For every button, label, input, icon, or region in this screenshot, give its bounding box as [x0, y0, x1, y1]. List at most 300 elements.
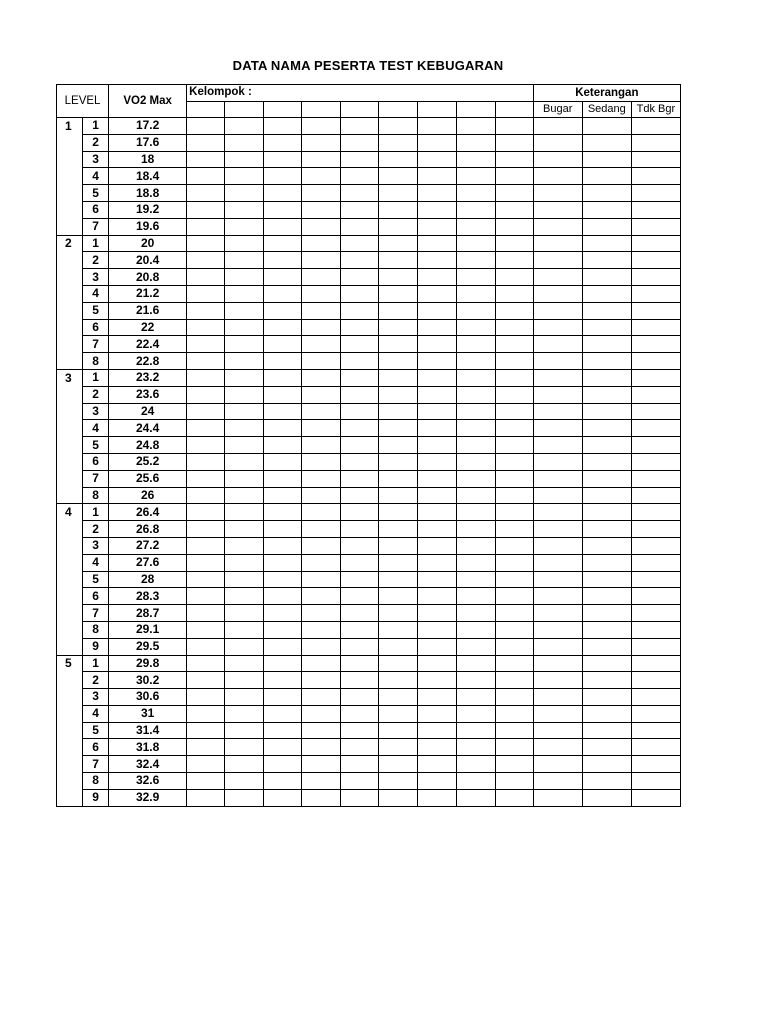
participant-cell[interactable]: [418, 638, 456, 655]
participant-cell[interactable]: [341, 252, 379, 269]
tdk-bgr-cell[interactable]: [631, 487, 680, 504]
sedang-cell[interactable]: [582, 319, 631, 336]
participant-cell[interactable]: [225, 134, 264, 151]
participant-cell[interactable]: [495, 134, 533, 151]
participant-cell[interactable]: [379, 336, 418, 353]
participant-cell[interactable]: [302, 689, 341, 706]
bugar-cell[interactable]: [533, 470, 582, 487]
bugar-cell[interactable]: [533, 672, 582, 689]
participant-cell[interactable]: [456, 537, 495, 554]
bugar-cell[interactable]: [533, 235, 582, 252]
participant-cell[interactable]: [264, 705, 302, 722]
participant-cell[interactable]: [418, 487, 456, 504]
participant-cell[interactable]: [264, 773, 302, 790]
participant-cell[interactable]: [264, 168, 302, 185]
participant-cell[interactable]: [187, 285, 225, 302]
participant-cell[interactable]: [379, 554, 418, 571]
tdk-bgr-cell[interactable]: [631, 386, 680, 403]
participant-cell[interactable]: [456, 672, 495, 689]
bugar-cell[interactable]: [533, 353, 582, 370]
participant-cell[interactable]: [341, 487, 379, 504]
participant-cell[interactable]: [187, 521, 225, 538]
participant-cell[interactable]: [225, 168, 264, 185]
participant-cell[interactable]: [456, 554, 495, 571]
participant-cell[interactable]: [302, 336, 341, 353]
participant-cell[interactable]: [225, 185, 264, 202]
participant-cell[interactable]: [341, 470, 379, 487]
sedang-cell[interactable]: [582, 722, 631, 739]
participant-cell[interactable]: [379, 537, 418, 554]
bugar-cell[interactable]: [533, 705, 582, 722]
participant-cell[interactable]: [187, 269, 225, 286]
participant-cell[interactable]: [418, 218, 456, 235]
participant-cell[interactable]: [418, 252, 456, 269]
participant-cell[interactable]: [264, 655, 302, 672]
participant-cell[interactable]: [495, 739, 533, 756]
participant-cell[interactable]: [379, 285, 418, 302]
participant-cell[interactable]: [225, 487, 264, 504]
participant-cell[interactable]: [341, 722, 379, 739]
participant-cell[interactable]: [418, 185, 456, 202]
participant-cell[interactable]: [187, 487, 225, 504]
sedang-cell[interactable]: [582, 655, 631, 672]
participant-cell[interactable]: [495, 201, 533, 218]
participant-cell[interactable]: [187, 470, 225, 487]
participant-cell[interactable]: [418, 353, 456, 370]
participant-cell[interactable]: [456, 285, 495, 302]
participant-cell[interactable]: [302, 353, 341, 370]
participant-cell[interactable]: [341, 705, 379, 722]
participant-cell[interactable]: [302, 487, 341, 504]
participant-cell[interactable]: [456, 605, 495, 622]
participant-cell[interactable]: [495, 773, 533, 790]
participant-cell[interactable]: [379, 605, 418, 622]
participant-cell[interactable]: [187, 437, 225, 454]
participant-cell[interactable]: [456, 655, 495, 672]
sedang-cell[interactable]: [582, 537, 631, 554]
participant-cell[interactable]: [187, 302, 225, 319]
tdk-bgr-cell[interactable]: [631, 185, 680, 202]
tdk-bgr-cell[interactable]: [631, 588, 680, 605]
participant-cell[interactable]: [418, 386, 456, 403]
participant-cell[interactable]: [341, 285, 379, 302]
participant-cell[interactable]: [187, 571, 225, 588]
participant-cell[interactable]: [341, 504, 379, 521]
participant-cell[interactable]: [264, 252, 302, 269]
participant-cell[interactable]: [302, 638, 341, 655]
participant-cell[interactable]: [418, 722, 456, 739]
participant-cell[interactable]: [379, 722, 418, 739]
participant-cell[interactable]: [187, 621, 225, 638]
participant-cell[interactable]: [495, 722, 533, 739]
participant-cell[interactable]: [379, 218, 418, 235]
bugar-cell[interactable]: [533, 504, 582, 521]
participant-cell[interactable]: [225, 789, 264, 806]
participant-cell[interactable]: [495, 420, 533, 437]
participant-cell[interactable]: [418, 504, 456, 521]
participant-cell[interactable]: [225, 369, 264, 386]
participant-cell[interactable]: [341, 302, 379, 319]
participant-cell[interactable]: [302, 420, 341, 437]
participant-cell[interactable]: [264, 336, 302, 353]
bugar-cell[interactable]: [533, 134, 582, 151]
participant-cell[interactable]: [225, 453, 264, 470]
sedang-cell[interactable]: [582, 386, 631, 403]
participant-cell[interactable]: [225, 386, 264, 403]
participant-cell[interactable]: [302, 403, 341, 420]
participant-cell[interactable]: [264, 269, 302, 286]
participant-cell[interactable]: [495, 118, 533, 135]
sedang-cell[interactable]: [582, 571, 631, 588]
tdk-bgr-cell[interactable]: [631, 118, 680, 135]
bugar-cell[interactable]: [533, 201, 582, 218]
participant-cell[interactable]: [379, 739, 418, 756]
participant-cell[interactable]: [225, 470, 264, 487]
tdk-bgr-cell[interactable]: [631, 252, 680, 269]
participant-cell[interactable]: [495, 689, 533, 706]
participant-cell[interactable]: [418, 420, 456, 437]
participant-cell[interactable]: [225, 638, 264, 655]
participant-cell[interactable]: [495, 302, 533, 319]
participant-cell[interactable]: [379, 655, 418, 672]
bugar-cell[interactable]: [533, 588, 582, 605]
participant-cell[interactable]: [264, 235, 302, 252]
participant-cell[interactable]: [379, 773, 418, 790]
bugar-cell[interactable]: [533, 118, 582, 135]
participant-cell[interactable]: [341, 689, 379, 706]
participant-cell[interactable]: [187, 554, 225, 571]
sedang-cell[interactable]: [582, 168, 631, 185]
participant-cell[interactable]: [418, 403, 456, 420]
participant-cell[interactable]: [302, 537, 341, 554]
participant-cell[interactable]: [264, 605, 302, 622]
participant-cell[interactable]: [418, 269, 456, 286]
participant-cell[interactable]: [187, 605, 225, 622]
participant-cell[interactable]: [495, 588, 533, 605]
participant-cell[interactable]: [379, 521, 418, 538]
participant-cell[interactable]: [264, 353, 302, 370]
participant-cell[interactable]: [379, 252, 418, 269]
sedang-cell[interactable]: [582, 672, 631, 689]
participant-cell[interactable]: [495, 403, 533, 420]
participant-cell[interactable]: [341, 269, 379, 286]
sedang-cell[interactable]: [582, 638, 631, 655]
participant-cell[interactable]: [225, 722, 264, 739]
participant-cell[interactable]: [456, 118, 495, 135]
participant-cell[interactable]: [418, 756, 456, 773]
participant-cell[interactable]: [495, 453, 533, 470]
bugar-cell[interactable]: [533, 269, 582, 286]
participant-cell[interactable]: [225, 302, 264, 319]
participant-cell[interactable]: [495, 151, 533, 168]
participant-cell[interactable]: [456, 571, 495, 588]
participant-cell[interactable]: [379, 151, 418, 168]
participant-cell[interactable]: [302, 134, 341, 151]
bugar-cell[interactable]: [533, 621, 582, 638]
participant-cell[interactable]: [225, 336, 264, 353]
participant-cell[interactable]: [456, 638, 495, 655]
participant-cell[interactable]: [418, 134, 456, 151]
participant-cell[interactable]: [264, 151, 302, 168]
participant-cell[interactable]: [341, 521, 379, 538]
participant-cell[interactable]: [187, 537, 225, 554]
participant-cell[interactable]: [418, 773, 456, 790]
participant-cell[interactable]: [187, 151, 225, 168]
bugar-cell[interactable]: [533, 218, 582, 235]
participant-cell[interactable]: [495, 504, 533, 521]
sedang-cell[interactable]: [582, 134, 631, 151]
participant-cell[interactable]: [418, 168, 456, 185]
bugar-cell[interactable]: [533, 487, 582, 504]
participant-cell[interactable]: [264, 672, 302, 689]
participant-cell[interactable]: [495, 319, 533, 336]
sedang-cell[interactable]: [582, 403, 631, 420]
tdk-bgr-cell[interactable]: [631, 437, 680, 454]
tdk-bgr-cell[interactable]: [631, 218, 680, 235]
participant-cell[interactable]: [187, 369, 225, 386]
tdk-bgr-cell[interactable]: [631, 302, 680, 319]
bugar-cell[interactable]: [533, 655, 582, 672]
participant-cell[interactable]: [456, 773, 495, 790]
participant-cell[interactable]: [187, 739, 225, 756]
tdk-bgr-cell[interactable]: [631, 285, 680, 302]
participant-cell[interactable]: [495, 470, 533, 487]
participant-cell[interactable]: [495, 655, 533, 672]
participant-cell[interactable]: [264, 403, 302, 420]
participant-cell[interactable]: [187, 588, 225, 605]
participant-cell[interactable]: [418, 621, 456, 638]
tdk-bgr-cell[interactable]: [631, 537, 680, 554]
participant-cell[interactable]: [302, 319, 341, 336]
participant-cell[interactable]: [187, 235, 225, 252]
participant-cell[interactable]: [379, 453, 418, 470]
participant-cell[interactable]: [341, 638, 379, 655]
participant-cell[interactable]: [264, 571, 302, 588]
participant-cell[interactable]: [187, 252, 225, 269]
participant-cell[interactable]: [379, 386, 418, 403]
participant-cell[interactable]: [456, 521, 495, 538]
bugar-cell[interactable]: [533, 369, 582, 386]
tdk-bgr-cell[interactable]: [631, 756, 680, 773]
participant-cell[interactable]: [187, 185, 225, 202]
participant-cell[interactable]: [456, 588, 495, 605]
participant-cell[interactable]: [187, 386, 225, 403]
participant-cell[interactable]: [225, 672, 264, 689]
participant-cell[interactable]: [187, 218, 225, 235]
tdk-bgr-cell[interactable]: [631, 789, 680, 806]
participant-cell[interactable]: [418, 571, 456, 588]
participant-cell[interactable]: [341, 134, 379, 151]
participant-cell[interactable]: [418, 470, 456, 487]
participant-cell[interactable]: [418, 369, 456, 386]
participant-cell[interactable]: [341, 554, 379, 571]
participant-cell[interactable]: [187, 353, 225, 370]
participant-cell[interactable]: [302, 655, 341, 672]
participant-cell[interactable]: [418, 689, 456, 706]
participant-cell[interactable]: [302, 571, 341, 588]
participant-cell[interactable]: [225, 252, 264, 269]
participant-cell[interactable]: [187, 336, 225, 353]
participant-cell[interactable]: [187, 420, 225, 437]
bugar-cell[interactable]: [533, 722, 582, 739]
participant-cell[interactable]: [495, 269, 533, 286]
tdk-bgr-cell[interactable]: [631, 773, 680, 790]
participant-cell[interactable]: [302, 369, 341, 386]
participant-cell[interactable]: [302, 504, 341, 521]
participant-cell[interactable]: [456, 621, 495, 638]
participant-cell[interactable]: [302, 773, 341, 790]
tdk-bgr-cell[interactable]: [631, 521, 680, 538]
tdk-bgr-cell[interactable]: [631, 470, 680, 487]
participant-cell[interactable]: [341, 386, 379, 403]
sedang-cell[interactable]: [582, 756, 631, 773]
participant-cell[interactable]: [341, 336, 379, 353]
participant-cell[interactable]: [302, 722, 341, 739]
tdk-bgr-cell[interactable]: [631, 621, 680, 638]
participant-cell[interactable]: [341, 453, 379, 470]
sedang-cell[interactable]: [582, 470, 631, 487]
participant-cell[interactable]: [341, 537, 379, 554]
participant-cell[interactable]: [456, 369, 495, 386]
participant-cell[interactable]: [264, 185, 302, 202]
sedang-cell[interactable]: [582, 453, 631, 470]
participant-cell[interactable]: [379, 588, 418, 605]
participant-cell[interactable]: [418, 739, 456, 756]
sedang-cell[interactable]: [582, 353, 631, 370]
participant-cell[interactable]: [495, 218, 533, 235]
participant-cell[interactable]: [341, 319, 379, 336]
participant-cell[interactable]: [456, 218, 495, 235]
participant-cell[interactable]: [379, 269, 418, 286]
participant-cell[interactable]: [495, 487, 533, 504]
participant-cell[interactable]: [264, 470, 302, 487]
participant-cell[interactable]: [379, 504, 418, 521]
participant-cell[interactable]: [187, 689, 225, 706]
participant-cell[interactable]: [418, 672, 456, 689]
participant-cell[interactable]: [495, 521, 533, 538]
participant-cell[interactable]: [264, 453, 302, 470]
tdk-bgr-cell[interactable]: [631, 571, 680, 588]
tdk-bgr-cell[interactable]: [631, 638, 680, 655]
participant-cell[interactable]: [495, 638, 533, 655]
bugar-cell[interactable]: [533, 521, 582, 538]
participant-cell[interactable]: [264, 487, 302, 504]
participant-cell[interactable]: [341, 218, 379, 235]
participant-cell[interactable]: [264, 521, 302, 538]
sedang-cell[interactable]: [582, 218, 631, 235]
participant-cell[interactable]: [379, 705, 418, 722]
participant-cell[interactable]: [379, 789, 418, 806]
participant-cell[interactable]: [456, 168, 495, 185]
participant-cell[interactable]: [418, 521, 456, 538]
sedang-cell[interactable]: [582, 336, 631, 353]
tdk-bgr-cell[interactable]: [631, 151, 680, 168]
bugar-cell[interactable]: [533, 420, 582, 437]
tdk-bgr-cell[interactable]: [631, 605, 680, 622]
participant-cell[interactable]: [341, 621, 379, 638]
tdk-bgr-cell[interactable]: [631, 201, 680, 218]
participant-cell[interactable]: [225, 403, 264, 420]
participant-cell[interactable]: [495, 554, 533, 571]
participant-cell[interactable]: [225, 285, 264, 302]
participant-cell[interactable]: [187, 722, 225, 739]
tdk-bgr-cell[interactable]: [631, 739, 680, 756]
participant-cell[interactable]: [418, 554, 456, 571]
participant-cell[interactable]: [379, 689, 418, 706]
tdk-bgr-cell[interactable]: [631, 705, 680, 722]
tdk-bgr-cell[interactable]: [631, 353, 680, 370]
participant-cell[interactable]: [302, 168, 341, 185]
participant-cell[interactable]: [302, 672, 341, 689]
sedang-cell[interactable]: [582, 185, 631, 202]
tdk-bgr-cell[interactable]: [631, 453, 680, 470]
participant-cell[interactable]: [264, 118, 302, 135]
participant-cell[interactable]: [495, 285, 533, 302]
participant-cell[interactable]: [456, 739, 495, 756]
bugar-cell[interactable]: [533, 739, 582, 756]
participant-cell[interactable]: [418, 605, 456, 622]
participant-cell[interactable]: [264, 537, 302, 554]
participant-cell[interactable]: [302, 554, 341, 571]
participant-cell[interactable]: [418, 151, 456, 168]
tdk-bgr-cell[interactable]: [631, 134, 680, 151]
participant-cell[interactable]: [456, 722, 495, 739]
participant-cell[interactable]: [302, 185, 341, 202]
participant-cell[interactable]: [456, 201, 495, 218]
sedang-cell[interactable]: [582, 789, 631, 806]
participant-cell[interactable]: [302, 588, 341, 605]
participant-cell[interactable]: [341, 403, 379, 420]
participant-cell[interactable]: [495, 605, 533, 622]
bugar-cell[interactable]: [533, 605, 582, 622]
participant-cell[interactable]: [187, 504, 225, 521]
participant-cell[interactable]: [225, 588, 264, 605]
participant-cell[interactable]: [225, 269, 264, 286]
bugar-cell[interactable]: [533, 571, 582, 588]
tdk-bgr-cell[interactable]: [631, 168, 680, 185]
participant-cell[interactable]: [456, 420, 495, 437]
participant-cell[interactable]: [187, 118, 225, 135]
participant-cell[interactable]: [264, 420, 302, 437]
participant-cell[interactable]: [302, 621, 341, 638]
participant-cell[interactable]: [341, 739, 379, 756]
participant-cell[interactable]: [341, 756, 379, 773]
sedang-cell[interactable]: [582, 285, 631, 302]
sedang-cell[interactable]: [582, 504, 631, 521]
sedang-cell[interactable]: [582, 739, 631, 756]
participant-cell[interactable]: [302, 470, 341, 487]
participant-cell[interactable]: [302, 605, 341, 622]
participant-cell[interactable]: [418, 336, 456, 353]
participant-cell[interactable]: [418, 789, 456, 806]
participant-cell[interactable]: [341, 168, 379, 185]
participant-cell[interactable]: [264, 201, 302, 218]
participant-cell[interactable]: [264, 218, 302, 235]
participant-cell[interactable]: [456, 151, 495, 168]
participant-cell[interactable]: [456, 353, 495, 370]
bugar-cell[interactable]: [533, 151, 582, 168]
participant-cell[interactable]: [341, 571, 379, 588]
participant-cell[interactable]: [187, 773, 225, 790]
bugar-cell[interactable]: [533, 537, 582, 554]
participant-cell[interactable]: [225, 201, 264, 218]
tdk-bgr-cell[interactable]: [631, 319, 680, 336]
tdk-bgr-cell[interactable]: [631, 672, 680, 689]
participant-cell[interactable]: [264, 554, 302, 571]
participant-cell[interactable]: [187, 403, 225, 420]
participant-cell[interactable]: [379, 487, 418, 504]
sedang-cell[interactable]: [582, 621, 631, 638]
